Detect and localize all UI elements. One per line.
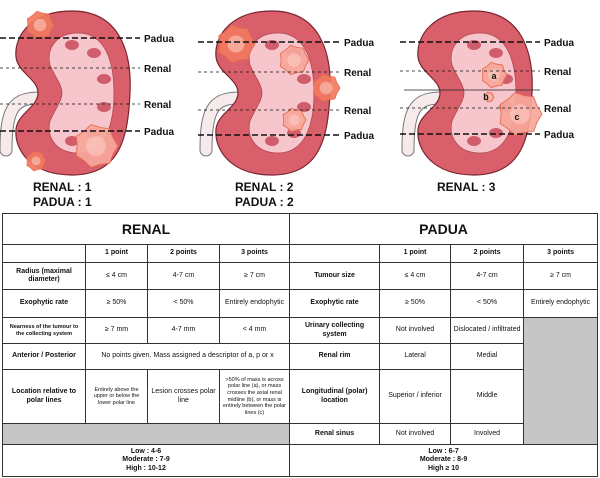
renal-row-exophytic-label: Exophytic rate — [3, 290, 86, 318]
renal-location-2: Lesion crosses polar line — [148, 370, 220, 424]
padua-summary-low: Low : 6-7 — [428, 447, 459, 455]
kidney-2-tumour-4-core — [289, 115, 300, 126]
kidney-2-tumour-1-core — [227, 35, 244, 52]
kidney-1-line-label-4: Padua — [144, 127, 175, 138]
kidney-1-renal-score: RENAL : 1 — [33, 180, 92, 194]
kidney-3-pyramid-5 — [489, 128, 503, 138]
padua-row-longitudinal-label: Longitudinal (polar) location — [290, 370, 380, 424]
scoring-table — [2, 213, 598, 477]
kidney-2-tumour-3-core — [320, 82, 333, 95]
kidney-1-pyramid-3 — [97, 74, 111, 84]
renal-row-anterior-label: Anterior / Posterior — [3, 344, 86, 370]
kidney-2-renal-score: RENAL : 2 — [235, 180, 294, 194]
renal-row-location-label: Location relative to polar lines — [3, 370, 86, 424]
kidney-2-pyramid-3 — [297, 74, 311, 84]
padua-summary-moderate: Moderate : 8-9 — [419, 456, 468, 464]
padua-row-rim-label: Renal rim — [290, 344, 380, 370]
padua-header-2-points: 2 points — [451, 245, 524, 263]
kidney-2-pyramid-6 — [265, 136, 279, 146]
kidney-2-tumour-2-core — [287, 53, 301, 67]
kidney-1-line-label-2: Renal — [144, 64, 172, 75]
kidney-1-line-label-3: Renal — [144, 100, 172, 111]
kidney-3-line-label-1: Padua — [544, 38, 575, 49]
kidney-2 — [206, 11, 340, 175]
padua-title: PADUA — [290, 214, 598, 245]
padua-rim-2: Medial — [451, 344, 524, 370]
kidney-3-pyramid-2 — [489, 48, 503, 58]
kidney-1-tumour-3-core — [32, 157, 41, 166]
kidney-3-marker-c: c — [514, 112, 520, 122]
kidney-3-tumour-2-core — [510, 104, 530, 124]
renal-exophytic-1: ≥ 50% — [86, 290, 148, 318]
padua-exophytic-1: ≥ 50% — [380, 290, 451, 318]
renal-header-3-points: 3 points — [220, 245, 290, 263]
renal-radius-3: ≥ 7 cm — [220, 263, 290, 290]
padua-collecting-1: Not involved — [380, 318, 451, 344]
renal-nearness-3: < 4 mm — [220, 318, 290, 344]
renal-header-1-point: 1 point — [86, 245, 148, 263]
renal-summary-low: Low : 4-6 — [130, 447, 162, 455]
padua-summary-high: High ≥ 10 — [428, 464, 460, 472]
kidney-2-line-label-3: Renal — [344, 106, 372, 117]
padua-row-sinus-label: Renal sinus — [290, 424, 380, 445]
kidney-3-marker-a: a — [491, 71, 497, 81]
padua-size-1: ≤ 4 cm — [380, 263, 451, 290]
renal-header-2-points: 2 points — [148, 245, 220, 263]
kidney-1-line-label-1: Padua — [144, 34, 175, 45]
renal-nearness-1: ≥ 7 mm — [86, 318, 148, 344]
kidney-3-line-label-3: Renal — [544, 104, 572, 115]
kidney-1-padua-score: PADUA : 1 — [33, 195, 92, 209]
padua-size-3: ≥ 7 cm — [524, 263, 598, 290]
kidney-1-pyramid-2 — [87, 48, 101, 58]
padua-exophytic-3: Entirely endophytic — [524, 290, 598, 318]
padua-summary — [290, 445, 598, 477]
kidney-2-line-label-1: Padua — [344, 38, 375, 49]
renal-location-3: >50% of mass is across polar line (a), or mass crosses the axial renal midline (b), or mass is entirely between the polar lines (c) — [220, 370, 290, 424]
padua-sinus-1: Not involved — [380, 424, 451, 445]
renal-radius-2: 4-7 cm — [148, 263, 220, 290]
kidney-3-pyramid-6 — [467, 136, 481, 146]
padua-header-1-point: 1 point — [380, 245, 451, 263]
padua-size-2: 4-7 cm — [451, 263, 524, 290]
renal-summary-moderate: Moderate : 7-9 — [122, 456, 170, 464]
renal-row-nearness-label: Nearness of the tumour to the collecting system — [3, 318, 86, 344]
kidney-2-line-label-2: Renal — [344, 68, 372, 79]
padua-row-size-label: Tumour size — [290, 263, 380, 290]
padua-row-exophytic-label: Exophytic rate — [290, 290, 380, 318]
kidney-1 — [6, 11, 130, 175]
kidney-1-tumour-2-core — [86, 136, 106, 156]
renal-empty-grey-row — [3, 424, 290, 445]
kidney-1-pyramid-4 — [97, 102, 111, 112]
kidney-2-line-label-4: Padua — [344, 131, 375, 142]
padua-3-points-grey-cell — [524, 318, 598, 445]
kidney-3-line-label-4: Padua — [544, 130, 575, 141]
kidney-2-padua-score: PADUA : 2 — [235, 195, 294, 209]
padua-collecting-2: Dislocated / infiltrated — [451, 318, 524, 344]
padua-header-blank — [290, 245, 380, 263]
padua-sinus-2: Involved — [451, 424, 524, 445]
padua-longitudinal-2: Middle — [451, 370, 524, 424]
kidney-3 — [404, 11, 542, 175]
renal-summary — [3, 445, 290, 477]
kidney-3-marker-b: b — [483, 92, 489, 102]
padua-exophytic-2: < 50% — [451, 290, 524, 318]
renal-summary-high: High : 10-12 — [126, 464, 166, 472]
renal-location-1: Entirely above the upper or below the lower polar line — [86, 370, 148, 424]
renal-radius-1: ≤ 4 cm — [86, 263, 148, 290]
kidney-diagrams — [0, 0, 600, 210]
padua-longitudinal-1: Superior / inferior — [380, 370, 451, 424]
renal-nearness-2: 4-7 mm — [148, 318, 220, 344]
kidney-1-tumour-1-core — [34, 19, 47, 32]
kidney-3-renal-score: RENAL : 3 — [437, 180, 496, 194]
renal-title: RENAL — [3, 214, 290, 245]
renal-anterior-merged: No points given. Mass assigned a descriptor of a, p or x — [86, 344, 290, 370]
renal-header-blank — [3, 245, 86, 263]
renal-row-radius-label: Radius (maximal diameter) — [3, 263, 86, 290]
kidney-3-line-label-2: Renal — [544, 67, 572, 78]
renal-exophytic-3: Entirely endophytic — [220, 290, 290, 318]
padua-header-3-points: 3 points — [524, 245, 598, 263]
kidney-1-pyramid-1 — [65, 40, 79, 50]
renal-exophytic-2: < 50% — [148, 290, 220, 318]
padua-row-collecting-label: Urinary collecting system — [290, 318, 380, 344]
padua-rim-1: Lateral — [380, 344, 451, 370]
